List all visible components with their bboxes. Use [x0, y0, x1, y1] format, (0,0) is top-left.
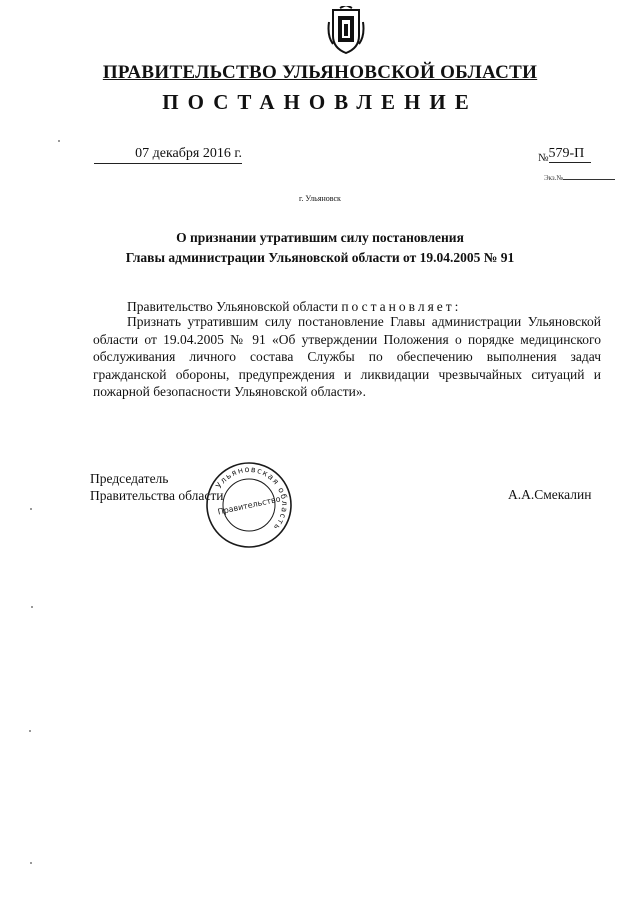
signatory-name: А.А.Смекалин: [508, 487, 592, 502]
copy-label: Экз.№: [544, 174, 564, 182]
number-value: 579-П: [549, 146, 591, 163]
position-line-2: Правительства области: [90, 488, 224, 503]
svg-text:Ульяновская область: Ульяновская область: [214, 464, 290, 533]
scan-speck: [58, 140, 60, 142]
position-line-1: Председатель: [90, 471, 169, 486]
body-paragraph: Признать утратившим силу постановление Главы администрации Ульяновской области от 19.04.2005 № 91 «Об утверждении Положения о порядке медицинского обслуживания личного состава Службы по обеспечению выполнения задач гражданской обороны, предупреждения и ликвидации чрезвычайных ситуаций и пожарной безопасности Ульяновской области».: [93, 314, 601, 399]
svg-text:Правительство: Правительство: [216, 494, 282, 517]
organization-title: ПРАВИТЕЛЬСТВО УЛЬЯНОВСКОЙ ОБЛАСТИ: [102, 62, 538, 83]
document-subject: [0, 228, 640, 268]
scan-speck: [31, 606, 33, 608]
subject-line-2: Главы администрации Ульяновской области от 19.04.2005 № 91: [125, 250, 515, 265]
scan-speck: [30, 508, 32, 510]
document-date: 07 декабря 2016 г.: [94, 146, 242, 164]
scan-speck: [29, 730, 31, 732]
coat-of-arms-icon: [327, 6, 365, 56]
official-seal-icon: [204, 460, 294, 550]
number-sign: №: [538, 152, 549, 164]
scan-speck: [30, 862, 32, 864]
city: г. Ульяновск: [299, 194, 341, 203]
copy-number: [544, 174, 615, 182]
copy-number-line: [563, 179, 615, 180]
preamble-subject: Правительство Ульяновской области: [127, 299, 338, 314]
document-type: ПОСТАНОВЛЕНИЕ: [162, 90, 478, 114]
subject-line-1: О признании утратившим силу постановления: [176, 230, 464, 245]
preamble-verb: постановляет:: [341, 299, 462, 314]
document-number: [538, 146, 591, 164]
